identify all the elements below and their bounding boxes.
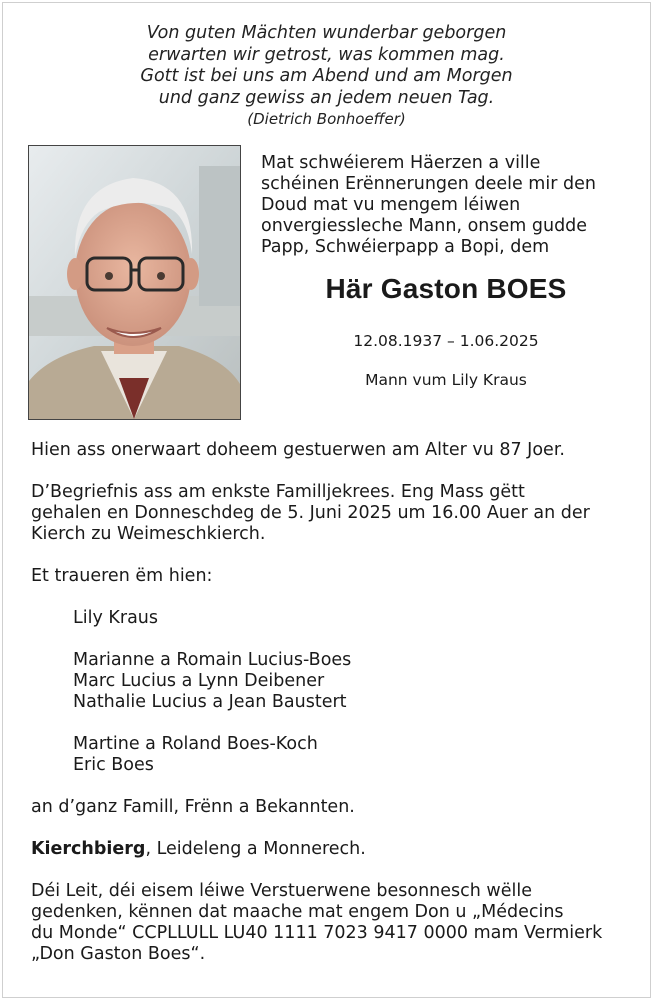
mourner-name: Lily Kraus [73, 608, 158, 628]
intro-text [261, 153, 631, 258]
passing-text: Hien ass onerwaart doheem gestuerwen am Alter vu 87 Joer. [31, 440, 565, 460]
intro-line: Papp, Schwéierpapp a Bopi, dem [261, 237, 550, 257]
donation-line: gedenken, kënnen dat maache mat engem Don u „Médecins [31, 902, 564, 922]
poem [3, 23, 650, 129]
poem-author: (Dietrich Bonhoeffer) [247, 110, 406, 128]
place-rest: , Leideleng a Monnerech. [145, 839, 366, 859]
spouse-line: Mann vum Lily Kraus [365, 371, 527, 389]
mourner-name: Nathalie Lucius a Jean Baustert [73, 692, 347, 712]
funeral-line: D’Begriefnis ass am enkste Familljekrees. Eng Mass gëtt [31, 482, 525, 502]
place-line [31, 839, 631, 860]
place-bold: Kierchbierg [31, 839, 146, 859]
life-dates: 12.08.1937 – 1.06.2025 [353, 332, 539, 350]
poem-line: erwarten wir getrost, was kommen mag. [148, 44, 505, 65]
funeral-line: gehalen en Donneschdeg de 5. Juni 2025 um 16.00 Auer an der [31, 503, 590, 523]
portrait-illustration [29, 146, 240, 419]
funeral-line: Kierch zu Weimeschkierch. [31, 524, 266, 544]
poem-line: und ganz gewiss an jedem neuen Tag. [158, 87, 495, 108]
portrait-photo [28, 145, 241, 420]
mourner-name: Eric Boes [73, 755, 154, 775]
deceased-name: Här Gaston BOES [325, 273, 567, 304]
mourner-name: Martine a Roland Boes-Koch [73, 734, 318, 754]
donation-line: du Monde“ CCPLLULL LU40 1111 7023 9417 0000 mam Vermierk [31, 923, 603, 943]
obituary-notice [2, 2, 651, 998]
poem-line: Von guten Mächten wunderbar geborgen [146, 23, 507, 43]
mourner-name: Marc Lucius a Lynn Deibener [73, 671, 325, 691]
donation-line: „Don Gaston Boes“. [31, 944, 206, 964]
intro-line: schéinen Erënnerungen deele mir den [261, 174, 596, 194]
mourner-name: Marianne a Romain Lucius-Boes [73, 650, 352, 670]
notice-body [31, 440, 631, 965]
donation-line: Déi Leit, déi eisem léiwe Verstuerwene besonnesch wëlle [31, 881, 532, 901]
intro-line: Mat schwéierem Häerzen a ville [261, 153, 541, 173]
mourners-intro: Et traueren ëm hien: [31, 566, 213, 586]
intro-line: onvergiessleche Mann, onsem gudde [261, 216, 588, 236]
family-line: an d’ganz Famill, Frënn a Bekannten. [31, 797, 355, 817]
intro-line: Doud mat vu mengem léiwen [261, 195, 521, 215]
poem-line: Gott ist bei uns am Abend und am Morgen [140, 66, 513, 86]
